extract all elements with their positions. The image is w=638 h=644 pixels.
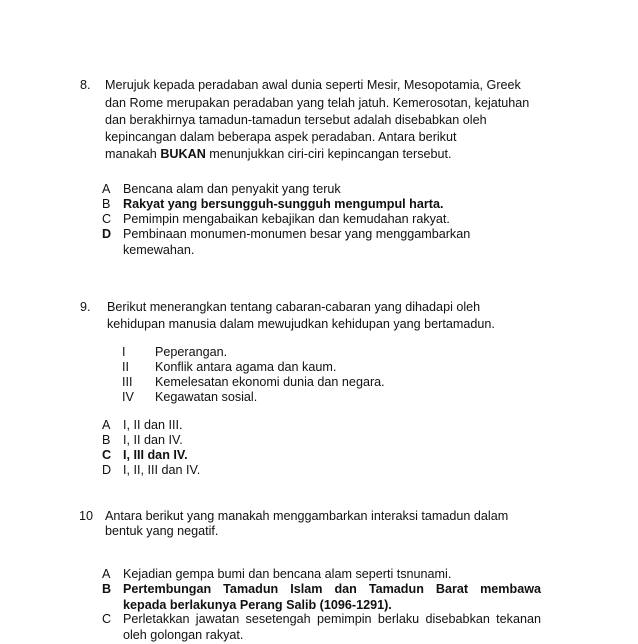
question-stem-line: kepincangan dalam beberapa aspek peradaban. Antara berikut	[105, 130, 457, 144]
roman-numeral: II	[122, 360, 129, 374]
question-stem-line: bentuk yang negatif.	[105, 524, 219, 538]
emphasis-keyword: BUKAN	[160, 147, 206, 161]
option-letter: D	[102, 463, 112, 477]
question-stem-line: Merujuk kepada peradaban awal dunia seperti Mesir, Mesopotamia, Greek	[105, 78, 521, 92]
question-number: 8.	[80, 78, 91, 92]
roman-numeral: III	[122, 375, 133, 389]
option-text: Bencana alam dan penyakit yang teruk	[123, 182, 341, 196]
question-stem-line	[105, 145, 452, 163]
question-stem-line: Berikut menerangkan tentang cabaran-cabaran yang dihadapi oleh	[107, 300, 481, 314]
option-text-correct: Pertembungan Tamadun Islam dan Tamadun Barat membawa	[123, 582, 541, 596]
question-stem-line: kehidupan manusia dalam mewujudkan kehidupan yang bertamadun.	[107, 317, 495, 331]
statement-text: Konflik antara agama dan kaum.	[155, 360, 337, 374]
question-stem-line: dan berakhirnya tamadun-tamadun tersebut adalah disebabkan oleh	[105, 113, 487, 127]
question-stem-line: dan Rome merupakan peradaban yang telah jatuh. Kemerosotan, kejatuhan	[105, 96, 530, 110]
option-letter: C	[102, 612, 112, 626]
option-text: Kejadian gempa bumi dan bencana alam seperti tsnunami.	[123, 567, 452, 581]
option-letter: A	[102, 567, 111, 581]
option-letter: B	[102, 582, 112, 596]
option-text: oleh golongan rakyat.	[123, 628, 244, 642]
option-letter: B	[102, 197, 111, 211]
option-text: Pembinaan monumen-monumen besar yang menggambarkan	[123, 227, 471, 241]
option-letter: C	[102, 212, 112, 226]
roman-numeral: IV	[122, 390, 134, 404]
option-text: Perletakkan jawatan sesetengah pemimpin berlaku disebabkan tekanan	[123, 612, 541, 626]
roman-numeral: I	[122, 345, 126, 359]
question-number: 9.	[80, 300, 91, 314]
stem-text: manakah	[105, 147, 161, 161]
statement-text: Kegawatan sosial.	[155, 390, 258, 404]
statement-text: Kemelesatan ekonomi dunia dan negara.	[155, 375, 385, 389]
option-letter: C	[102, 448, 112, 462]
option-text: kemewahan.	[123, 243, 195, 257]
option-letter: A	[102, 418, 111, 432]
question-number: 10	[79, 509, 94, 523]
statement-text: Peperangan.	[155, 345, 228, 359]
option-letter: A	[102, 182, 111, 196]
option-letter: D	[102, 227, 112, 241]
stem-text: menunjukkan ciri-ciri kepincangan tersebut.	[205, 147, 452, 161]
option-text-correct: Rakyat yang bersungguh-sungguh mengumpul harta.	[123, 197, 444, 211]
question-stem-line: Antara berikut yang manakah menggambarkan interaksi tamadun dalam	[105, 509, 509, 523]
option-text: I, II dan IV.	[123, 433, 183, 447]
option-text: Pemimpin mengabaikan kebajikan dan kemudahan rakyat.	[123, 212, 450, 226]
option-text: I, II dan III.	[123, 418, 183, 432]
option-text-correct: I, III dan IV.	[123, 448, 188, 462]
option-text: I, II, III dan IV.	[123, 463, 201, 477]
option-letter: B	[102, 433, 111, 447]
option-text-correct: kepada berlakunya Perang Salib (1096-1291).	[123, 598, 392, 612]
